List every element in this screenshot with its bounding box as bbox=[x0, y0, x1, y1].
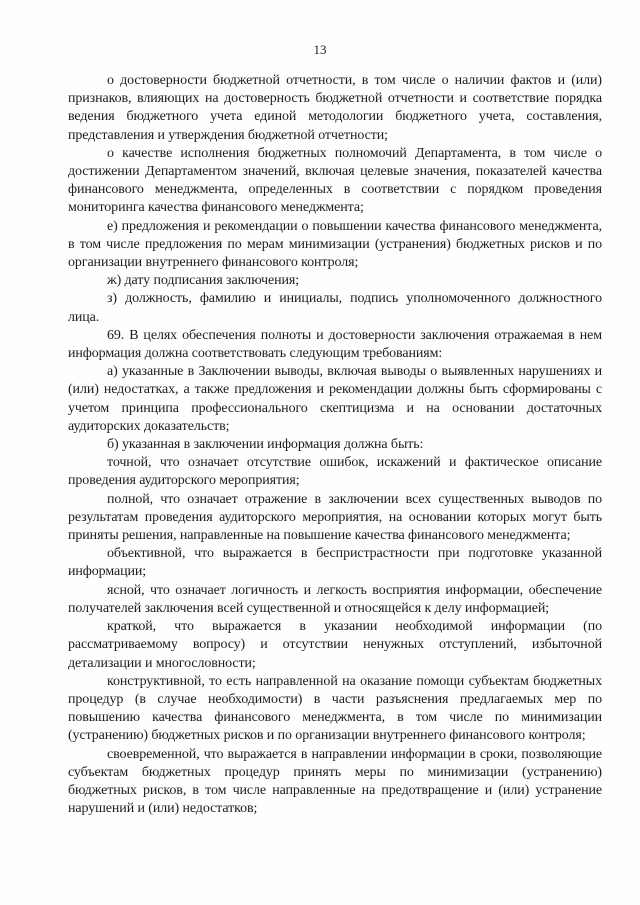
document-body bbox=[68, 72, 602, 818]
paragraph: б) указанная в заключении информация должна быть: bbox=[107, 437, 424, 453]
paragraph: о достоверности бюджетной отчетности, в том числе о наличии фактов и (или) признаков, влияющих на достоверность бюджетной отчетности и соответствие порядка ведения бюджетного учета единой методологии бюджетного учета, составления, представления и утверждения бюджетной отчетности; bbox=[68, 73, 602, 143]
page-number: 13 bbox=[313, 42, 327, 57]
paragraph: полной, что означает отражение в заключении всех существенных выводов по результатам проведения аудиторского мероприятия, на основании которых могут быть приняты решения, направленные на повышение качества финансового менеджмента; bbox=[68, 491, 602, 544]
paragraph: краткой, что выражается в указании необходимой информации (по рассматриваемому вопросу) и отсутствии ненужных отступлений, избыточной детализации и многословности; bbox=[68, 619, 602, 671]
paragraph: а) указанные в Заключении выводы, включая выводы о выявленных нарушениях и (или) недостатках, а также предложения и рекомендации должны быть сформированы с учетом принципа профессионального скептицизма и на основании достаточных аудиторских доказательств; bbox=[68, 364, 602, 434]
paragraph: ж) дату подписания заключения; bbox=[107, 273, 299, 289]
paragraph: з) должность, фамилию и инициалы, подпись уполномоченного должностного лица. bbox=[68, 291, 602, 325]
paragraph: ясной, что означает логичность и легкость восприятия информации, обеспечение получателей заключения всей существенной и относящейся к делу информацией; bbox=[68, 582, 602, 616]
paragraph: объективной, что выражается в беспристрастности при подготовке указанной информации; bbox=[68, 546, 602, 580]
paragraph: о качестве исполнения бюджетных полномочий Департамента, в том числе о достижении Департаментом значений, включая целевые значения, показателей качества финансового менеджмента, определенных в соответствии с порядком проведения мониторинга качества финансового менеджмента; bbox=[68, 145, 602, 216]
paragraph: конструктивной, то есть направленной на оказание помощи субъектам бюджетных процедур (в случае необходимости) в части разъяснения предлагаемых мер по повышению качества финансового менеджмента, в том числе по минимизации (устранению) бюджетных рисков и по организации внутреннего финансового контроля; bbox=[68, 673, 602, 744]
paragraph: своевременной, что выражается в направлении информации в сроки, позволяющие субъектам бюджетных процедур принять меры по минимизации (устранению) бюджетных рисков, в том числе направленные на предотвращение и (или) устранение нарушений и (или) недостатков; bbox=[68, 746, 602, 817]
paragraph: точной, что означает отсутствие ошибок, искажений и фактическое описание проведения аудиторского мероприятия; bbox=[68, 455, 602, 489]
paragraph: 69. В целях обеспечения полноты и достоверности заключения отражаемая в нем информация должна соответствовать следующим требованиям: bbox=[68, 327, 602, 362]
paragraph: е) предложения и рекомендации о повышении качества финансового менеджмента, в том числе предложения по мерам минимизации (устранения) бюджетных рисков и по организации внутреннего финансового контроля; bbox=[68, 218, 602, 271]
